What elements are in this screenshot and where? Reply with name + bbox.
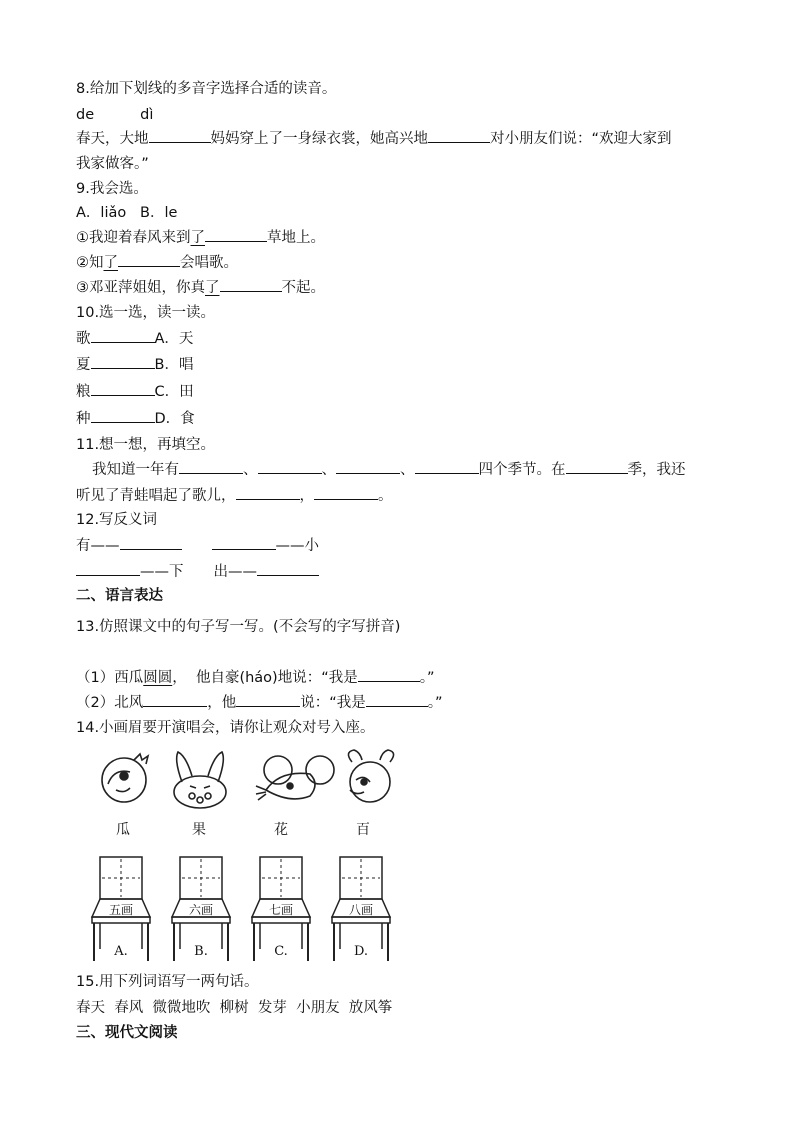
answer-blank[interactable] bbox=[220, 277, 282, 292]
answer-blank[interactable] bbox=[258, 459, 322, 474]
animal-label: 百 bbox=[356, 822, 370, 838]
q15-words: 春天 春风 微微地吹 柳树 发芽 小朋友 放风筝 bbox=[76, 1000, 393, 1016]
answer-blank[interactable] bbox=[120, 535, 182, 550]
q10-row: 夏 B．唱 bbox=[76, 354, 193, 376]
answer-blank[interactable] bbox=[91, 381, 155, 396]
q8-pinyin-a: de bbox=[76, 107, 95, 123]
answer-blank[interactable] bbox=[91, 354, 155, 369]
q13-item-2: （2）北风 ，他 说：“我是 。” bbox=[76, 692, 443, 714]
answer-blank[interactable] bbox=[566, 459, 628, 474]
answer-blank[interactable] bbox=[76, 561, 140, 576]
answer-blank[interactable] bbox=[428, 128, 490, 143]
chair-seat-3 bbox=[252, 857, 310, 961]
chair-seat-4 bbox=[332, 857, 390, 961]
chair-seat-2 bbox=[172, 857, 230, 961]
section-heading-3: 三、现代文阅读 bbox=[76, 1025, 178, 1041]
q12-row-1: 有—— ——小 bbox=[76, 535, 319, 557]
answer-blank[interactable] bbox=[336, 459, 400, 474]
answer-blank[interactable] bbox=[314, 485, 378, 500]
chair-label: 七画 bbox=[268, 903, 294, 917]
chair-label: 八画 bbox=[348, 903, 374, 917]
answer-blank[interactable] bbox=[366, 692, 428, 707]
q8-sentence-2: 我家做客。” bbox=[76, 156, 149, 172]
chair-seats-illustration bbox=[88, 853, 418, 968]
chair-letter: C. bbox=[274, 944, 288, 959]
animal-label: 瓜 bbox=[116, 822, 130, 838]
section-heading-2: 二、语言表达 bbox=[76, 588, 163, 604]
answer-blank[interactable] bbox=[91, 328, 155, 343]
q11-line-2: 听见了青蛙唱起了歌儿， ， 。 bbox=[76, 485, 393, 507]
rabbit-head-icon bbox=[174, 752, 226, 808]
animal-label: 果 bbox=[192, 822, 206, 838]
answer-blank[interactable] bbox=[236, 485, 300, 500]
answer-blank[interactable] bbox=[415, 459, 479, 474]
q14-title: 14.小画眉要开演唱会，请你让观众对号入座。 bbox=[76, 720, 375, 736]
answer-blank[interactable] bbox=[143, 692, 207, 707]
deer-head-icon bbox=[348, 750, 393, 802]
chair-seat-1 bbox=[92, 857, 150, 961]
melon-head-icon bbox=[102, 754, 148, 802]
q11-line-1: 我知道一年有 、 、 、 四个季节。在 季，我还 bbox=[76, 459, 686, 481]
q8-sentence-1: 春天，大地 妈妈穿上了一身绿衣裳，她高兴地 对小朋友们说：“欢迎大家到 bbox=[76, 128, 672, 150]
q10-row: 种 D．食 bbox=[76, 408, 195, 430]
answer-blank[interactable] bbox=[205, 227, 267, 242]
answer-blank[interactable] bbox=[257, 561, 319, 576]
q8-title: 8.给加下划线的多音字选择合适的读音。 bbox=[76, 81, 337, 97]
q9-item-1: ①我迎着春风来到了 草地上。 bbox=[76, 227, 325, 249]
q10-row: 歌 A．天 bbox=[76, 328, 193, 350]
q12-title: 12.写反义词 bbox=[76, 512, 158, 528]
mouse-head-icon bbox=[256, 756, 334, 800]
answer-blank[interactable] bbox=[118, 252, 180, 267]
answer-blank[interactable] bbox=[236, 692, 300, 707]
q10-title: 10.选一选，读一读。 bbox=[76, 305, 216, 321]
q9-options: A．liǎo B．le bbox=[76, 205, 178, 221]
answer-blank[interactable] bbox=[91, 408, 155, 423]
q13-item-1: （1）西瓜圆圆， 他自豪(háo)地说：“我是 。” bbox=[76, 667, 435, 689]
answer-blank[interactable] bbox=[212, 535, 276, 550]
q13-title: 13.仿照课文中的句子写一写。(不会写的字写拼音) bbox=[76, 619, 401, 635]
q8-pinyin-b: dì bbox=[140, 107, 154, 123]
answer-blank[interactable] bbox=[149, 128, 211, 143]
animal-label: 花 bbox=[274, 822, 288, 838]
answer-blank[interactable] bbox=[179, 459, 243, 474]
chair-letter: B. bbox=[194, 944, 208, 959]
q8-pinyin-row bbox=[76, 104, 153, 126]
q10-row: 粮 C．田 bbox=[76, 381, 194, 403]
chair-letter: D. bbox=[353, 944, 369, 959]
chair-letter: A. bbox=[114, 944, 128, 959]
q9-title: 9.我会选。 bbox=[76, 181, 148, 197]
animal-audience-illustration bbox=[94, 748, 414, 848]
answer-blank[interactable] bbox=[358, 667, 420, 682]
chair-label: 六画 bbox=[188, 903, 214, 917]
q12-row-2: ——下 出—— bbox=[76, 561, 319, 583]
chair-label: 五画 bbox=[108, 903, 134, 917]
q11-title: 11.想一想，再填空。 bbox=[76, 437, 216, 453]
q9-item-3: ③邓亚萍姐姐，你真了 不起。 bbox=[76, 277, 325, 299]
q15-title: 15.用下列词语写一两句话。 bbox=[76, 974, 259, 990]
q9-item-2: ②知了 会唱歌。 bbox=[76, 252, 238, 274]
